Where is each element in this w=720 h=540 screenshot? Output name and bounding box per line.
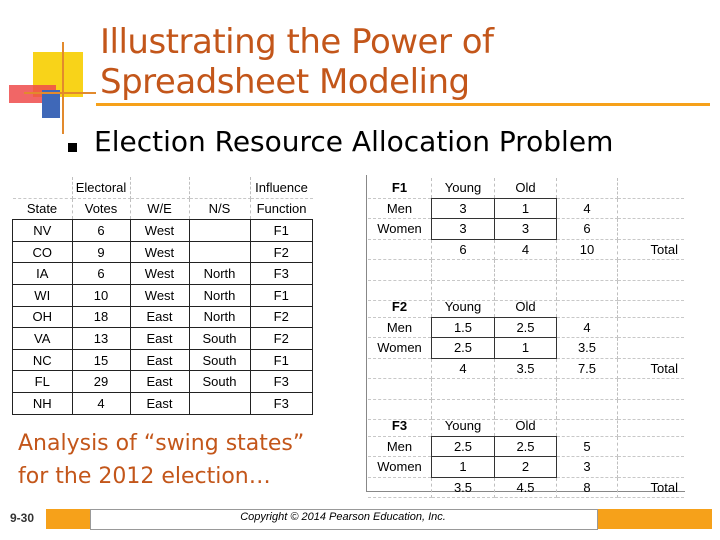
table-cell: NC xyxy=(13,349,73,371)
matrix-cell xyxy=(618,416,685,436)
analysis-caption xyxy=(18,427,348,493)
slide-number: 9-30 xyxy=(10,511,35,525)
footer-accent-right xyxy=(596,509,712,529)
matrix-cell xyxy=(432,379,495,400)
matrix-cell xyxy=(495,379,557,400)
matrix-cell: 3 xyxy=(557,457,618,478)
analysis-line-1: Analysis of “swing states” xyxy=(18,431,305,456)
matrix-cell: 3 xyxy=(495,219,557,240)
table-cell: North xyxy=(189,263,250,285)
table-cell: West xyxy=(130,220,189,242)
table-cell: F3 xyxy=(250,371,313,393)
table-cell: South xyxy=(189,371,250,393)
copyright-text: Copyright © 2014 Pearson Education, Inc. xyxy=(240,511,446,523)
table-cell: South xyxy=(189,328,250,350)
table-cell: 15 xyxy=(72,349,130,371)
table-header-cell xyxy=(130,177,189,198)
matrix-col-header: Old xyxy=(495,178,557,198)
table-cell: F1 xyxy=(250,220,313,242)
table-cell: West xyxy=(130,263,189,285)
bullet-text: Election Resource Allocation Problem xyxy=(94,125,614,158)
matrix-f2 xyxy=(368,297,684,420)
table-cell: East xyxy=(130,371,189,393)
title-line-2: Spreadsheet Modeling xyxy=(100,62,470,102)
matrix-row-label: Women xyxy=(368,219,432,240)
matrix-total-cell: 4 xyxy=(495,239,557,260)
matrix-cell xyxy=(368,239,432,260)
analysis-line-2: for the 2012 election… xyxy=(18,464,271,489)
table-cell: North xyxy=(189,284,250,306)
table-row xyxy=(13,263,313,285)
matrix-col-header: Young xyxy=(432,178,495,198)
table-cell: 9 xyxy=(72,241,130,263)
matrix-total-cell: 8 xyxy=(557,477,618,498)
matrix-col-header: Old xyxy=(495,297,557,317)
matrix-cell xyxy=(618,178,685,198)
matrix-cell: 6 xyxy=(557,219,618,240)
table-cell xyxy=(189,392,250,414)
matrix-cell xyxy=(368,260,432,281)
matrix-total-cell: 3.5 xyxy=(432,477,495,498)
matrix-row-label: Women xyxy=(368,338,432,359)
table-cell: 29 xyxy=(72,371,130,393)
matrix-col-header: Old xyxy=(495,416,557,436)
table-cell: East xyxy=(130,328,189,350)
table-row xyxy=(13,306,313,328)
table-cell: F3 xyxy=(250,392,313,414)
matrix-cell: 2.5 xyxy=(495,436,557,457)
table-cell: F2 xyxy=(250,328,313,350)
matrix-total-cell: 4 xyxy=(432,358,495,379)
matrix-cell: 3 xyxy=(432,219,495,240)
matrix-cell xyxy=(495,260,557,281)
table-cell: 6 xyxy=(72,263,130,285)
decor-blue-block xyxy=(42,90,60,118)
matrix-cell xyxy=(368,477,432,498)
table-header-cell: Votes xyxy=(72,198,130,220)
table-cell: East xyxy=(130,306,189,328)
table-cell: West xyxy=(130,284,189,306)
matrix-cell xyxy=(618,297,685,317)
matrix-total-row xyxy=(368,477,684,498)
matrix-row-label: Men xyxy=(368,198,432,219)
table-cell: F2 xyxy=(250,241,313,263)
table-cell: 4 xyxy=(72,392,130,414)
matrix-spacer-row xyxy=(368,379,684,400)
table-header-cell: State xyxy=(13,198,73,220)
matrix-total-label: Total xyxy=(618,239,685,260)
table-row xyxy=(13,349,313,371)
table-cell: NV xyxy=(13,220,73,242)
table-cell: East xyxy=(130,392,189,414)
matrix-cell: 4 xyxy=(557,198,618,219)
matrix-row-label: Women xyxy=(368,457,432,478)
matrix-label: F1 xyxy=(368,178,432,198)
table-cell: VA xyxy=(13,328,73,350)
matrix-cell xyxy=(618,457,685,478)
table-cell: F2 xyxy=(250,306,313,328)
table-header-cell: N/S xyxy=(189,198,250,220)
matrix-total-cell: 6 xyxy=(432,239,495,260)
table-cell: WI xyxy=(13,284,73,306)
matrix-cell: 3.5 xyxy=(557,338,618,359)
table-cell: NH xyxy=(13,392,73,414)
decor-vertical-line xyxy=(62,42,64,134)
matrix-cell xyxy=(368,358,432,379)
matrix-cell: 4 xyxy=(557,317,618,338)
matrix-cell xyxy=(618,338,685,359)
table-row xyxy=(13,328,313,350)
table-header-cell xyxy=(189,177,250,198)
table-cell: F1 xyxy=(250,349,313,371)
matrix-total-cell: 10 xyxy=(557,239,618,260)
matrix-cell xyxy=(618,198,685,219)
matrix-f1 xyxy=(368,178,684,301)
table-cell: South xyxy=(189,349,250,371)
table-cell xyxy=(189,241,250,263)
table-cell: F3 xyxy=(250,263,313,285)
matrix-total-row xyxy=(368,358,684,379)
table-cell xyxy=(189,220,250,242)
matrix-row xyxy=(368,219,684,240)
table-row xyxy=(13,371,313,393)
table-header-row xyxy=(13,177,313,198)
table-cell: 18 xyxy=(72,306,130,328)
matrix-cell xyxy=(618,436,685,457)
matrix-cell xyxy=(618,379,685,400)
table-cell: West xyxy=(130,241,189,263)
matrix-cell: 3 xyxy=(432,198,495,219)
footer-accent-left xyxy=(46,509,90,529)
matrix-cell xyxy=(557,416,618,436)
matrix-total-cell: 3.5 xyxy=(495,358,557,379)
matrix-cell xyxy=(557,297,618,317)
matrix-row xyxy=(368,436,684,457)
matrix-total-cell: 4.5 xyxy=(495,477,557,498)
matrix-row xyxy=(368,338,684,359)
matrix-cell: 2.5 xyxy=(432,436,495,457)
matrix-row xyxy=(368,317,684,338)
matrix-total-cell: 7.5 xyxy=(557,358,618,379)
matrix-cell: 2.5 xyxy=(432,338,495,359)
matrix-cell xyxy=(557,178,618,198)
matrix-row xyxy=(368,198,684,219)
matrix-header-row xyxy=(368,297,684,317)
matrix-row xyxy=(368,457,684,478)
matrix-cell: 1.5 xyxy=(432,317,495,338)
table-cell: CO xyxy=(13,241,73,263)
table-cell: IA xyxy=(13,263,73,285)
matrix-cell xyxy=(368,379,432,400)
slide-title xyxy=(100,22,660,102)
matrix-total-label: Total xyxy=(618,358,685,379)
matrix-cell: 1 xyxy=(495,338,557,359)
title-line-1: Illustrating the Power of xyxy=(100,22,494,62)
matrix-cell: 1 xyxy=(495,198,557,219)
matrix-cell xyxy=(557,260,618,281)
matrix-cell: 5 xyxy=(557,436,618,457)
table-row xyxy=(13,392,313,414)
matrix-header-row xyxy=(368,178,684,198)
table-header-cell xyxy=(13,177,73,198)
table-cell: North xyxy=(189,306,250,328)
matrix-row-label: Men xyxy=(368,317,432,338)
matrix-cell xyxy=(432,260,495,281)
matrix-row-label: Men xyxy=(368,436,432,457)
matrix-col-header: Young xyxy=(432,416,495,436)
matrix-header-row xyxy=(368,416,684,436)
table-header-cell: Electoral xyxy=(72,177,130,198)
table-cell: 6 xyxy=(72,220,130,242)
matrix-col-header: Young xyxy=(432,297,495,317)
table-row xyxy=(13,284,313,306)
matrix-label: F3 xyxy=(368,416,432,436)
matrix-cell xyxy=(618,219,685,240)
table-header-cell: Function xyxy=(250,198,313,220)
matrix-cell: 2 xyxy=(495,457,557,478)
title-underline xyxy=(96,103,710,106)
matrix-total-label: Total xyxy=(618,477,685,498)
table-cell: F1 xyxy=(250,284,313,306)
table-cell: OH xyxy=(13,306,73,328)
table-cell: 13 xyxy=(72,328,130,350)
matrix-f3 xyxy=(368,416,684,498)
table-cell: East xyxy=(130,349,189,371)
table-row xyxy=(13,220,313,242)
matrix-cell xyxy=(618,317,685,338)
table-cell: 10 xyxy=(72,284,130,306)
matrix-cell: 2.5 xyxy=(495,317,557,338)
matrix-cell xyxy=(557,379,618,400)
states-table xyxy=(12,177,313,415)
bullet-marker-icon xyxy=(68,143,77,152)
matrix-label: F2 xyxy=(368,297,432,317)
table-row xyxy=(13,241,313,263)
decor-horizontal-line xyxy=(24,92,96,94)
matrix-cell: 1 xyxy=(432,457,495,478)
table-header-cell: Influence xyxy=(250,177,313,198)
table-header-cell: W/E xyxy=(130,198,189,220)
table-cell: FL xyxy=(13,371,73,393)
matrix-cell xyxy=(618,260,685,281)
matrix-spacer-row xyxy=(368,260,684,281)
matrix-total-row xyxy=(368,239,684,260)
table-header-row xyxy=(13,198,313,220)
